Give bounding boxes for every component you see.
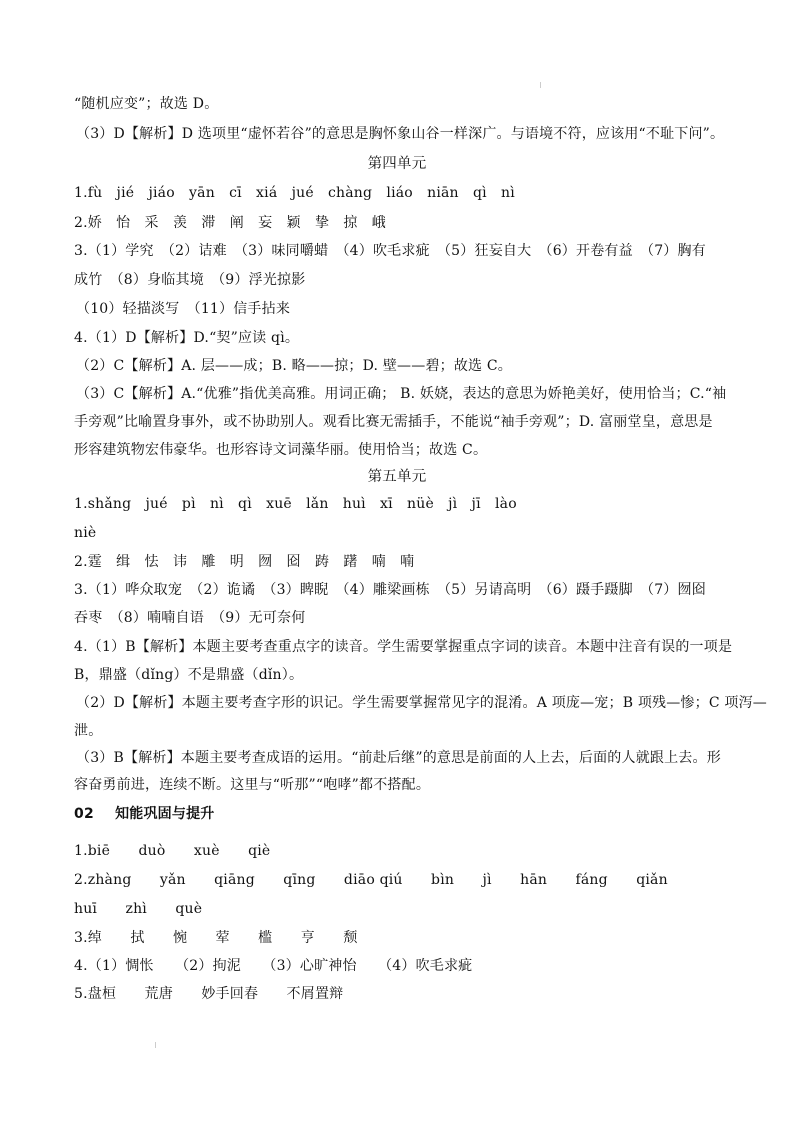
answer-line: 2.霆 缉 怯 讳 雕 明 囫 囵 踌 躇 喃 喃 <box>74 554 415 570</box>
answer-line: 手旁观”比喻置身事外，或不协助别人。观看比赛无需插手，不能说“袖手旁观”；D. 富丽堂皇，意思是 <box>74 414 713 430</box>
section-number: 02 <box>74 806 94 822</box>
answer-line: 泄。 <box>74 723 103 739</box>
answer-line: 容奋勇前进，连续不断。这里与“听那”“咆哮”都不搭配。 <box>74 777 431 793</box>
scan-mark-top <box>540 82 541 88</box>
unit-heading: 第五单元 <box>367 469 427 485</box>
answer-line: 2.娇 怡 采 羡 滞 阐 妄 颖 挚 掠 峨 <box>74 215 386 231</box>
answer-line: 3.（1）学究 （2）诘难 （3）味同嚼蜡 （4）吹毛求疵 （5）狂妄自大 （6）开卷有益 （7）胸有 <box>74 243 706 259</box>
answer-line: （3）B【解析】本题主要考查成语的运用。“前赴后继”的意思是前面的人上去，后面的人就跟上去。形 <box>76 750 721 766</box>
answer-line: 4.（1）B【解析】本题主要考查重点字的读音。学生需要掌握重点字词的读音。本题中注音有误的一项是 <box>74 639 733 655</box>
answer-line: （2）D【解析】本题主要考查字形的识记。学生需要掌握常见字的混淆。A 项庞—宠；B 项残—惨；C 项泻— <box>76 695 767 711</box>
scan-mark-bottom <box>155 1042 156 1048</box>
answer-line: 形容建筑物宏伟豪华。也形容诗文词藻华丽。使用恰当；故选 C。 <box>74 442 488 458</box>
answer-line: （2）C【解析】A. 层——成；B. 略——掠；D. 壁——碧；故选 C。 <box>76 358 513 374</box>
section-title: 知能巩固与提升 <box>115 806 215 822</box>
answer-line: 5.盘桓 荒唐 妙手回春 不屑置辩 <box>74 986 344 1002</box>
answer-line: （3）D【解析】D 选项里“虚怀若谷”的意思是胸怀象山谷一样深广。与语境不符，应该用“不耻下问”。 <box>76 126 725 142</box>
unit-heading: 第四单元 <box>367 156 427 172</box>
answer-line: 吞枣 （8）喃喃自语 （9）无可奈何 <box>74 610 306 626</box>
answer-line: “随机应变”；故选 D。 <box>74 96 219 112</box>
answer-line: 2.zhàng yǎn qiāng qīng diāo qiú bìn jì hān fáng qiǎn <box>74 872 668 888</box>
answer-line: 4.（1）D【解析】D.“契”应读 qì。 <box>74 330 300 346</box>
answer-line: 3.（1）哗众取宠 （2）诡谲 （3）睥睨 （4）雕梁画栋 （5）另请高明 （6）蹑手蹑脚 （7）囫囵 <box>74 582 706 598</box>
section-heading <box>74 804 724 824</box>
answer-line: 4.（1）惆怅 （2）拘泥 （3）心旷神怡 （4）吹毛求疵 <box>74 958 473 974</box>
answer-line: huī zhì què <box>74 901 203 917</box>
answer-line: 1.fù jié jiáo yān cī xiá jué chàng liáo niān qì nì <box>74 185 515 201</box>
answer-line: （3）C【解析】A.“优雅”指优美高雅。用词正确； B. 妖娆，表达的意思为娇艳美好，使用恰当；C.“袖 <box>76 386 727 402</box>
answer-line: 3.绰 拭 惋 荤 槛 亨 颓 <box>74 930 358 946</box>
answer-line: 1.biē duò xuè qiè <box>74 843 271 859</box>
answer-line: 成竹 （8）身临其境 （9）浮光掠影 <box>74 272 306 288</box>
answer-line: （10）轻描淡写 （11）信手拈来 <box>76 301 291 317</box>
answer-line: niè <box>74 525 97 541</box>
answer-line: B，鼎盛（dǐng）不是鼎盛（dǐn）。 <box>74 667 304 683</box>
answer-line: 1.shǎng jué pì nì qì xuē lǎn huì xī nüè jì jī lào <box>74 496 517 512</box>
